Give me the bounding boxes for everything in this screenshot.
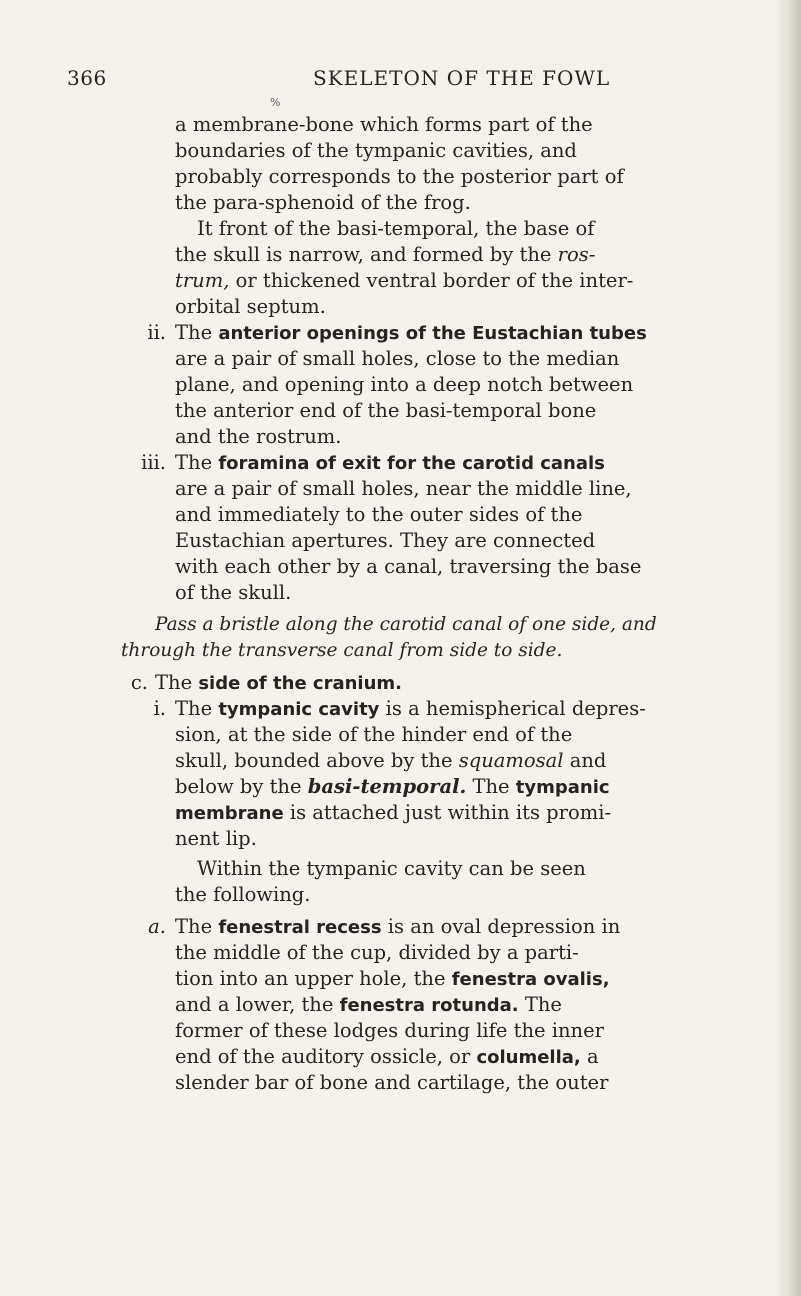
text-line: are a pair of small holes, close to the median: [175, 347, 620, 370]
italic-term: ros-: [557, 243, 596, 266]
text-line: and the rostrum.: [175, 425, 342, 448]
text-line: a membrane-bone which forms part of the: [175, 113, 593, 136]
text-line: skull, bounded above by the squamosal and: [175, 749, 607, 772]
text-line: membrane is attached just within its promi-: [175, 801, 612, 824]
italic-term: basi-temporal.: [307, 775, 467, 798]
text-line: the para-sphenoid of the frog.: [175, 191, 471, 214]
text-line: of the skull.: [175, 581, 292, 604]
instruction-line: through the transverse canal from side to side.: [121, 640, 563, 661]
text-line: plane, and opening into a deep notch between: [175, 373, 634, 396]
page-edge-shadow: [775, 0, 801, 1296]
text-line: The foramina of exit for the carotid canals: [175, 451, 605, 474]
list-number: i.: [153, 697, 166, 720]
page-number: 366: [67, 66, 107, 90]
text-line: The tympanic cavity is a hemispherical depres-: [175, 697, 646, 720]
text-line: The fenestral recess is an oval depression in: [175, 915, 621, 938]
text-line: tion into an upper hole, the fenestra ovalis,: [175, 967, 610, 990]
text-line: The anterior openings of the Eustachian tubes: [175, 321, 647, 344]
text-line: boundaries of the tympanic cavities, and: [175, 139, 577, 162]
bold-term: tympanic: [515, 777, 610, 798]
text-line: with each other by a canal, traversing the base: [175, 555, 642, 578]
text-line: the middle of the cup, divided by a parti-: [175, 941, 579, 964]
text-line: sion, at the side of the hinder end of the: [175, 723, 573, 746]
text-line: former of these lodges during life the inner: [175, 1019, 604, 1042]
text-line: and a lower, the fenestra rotunda. The: [175, 993, 562, 1016]
text-line: below by the basi-temporal. The tympanic: [175, 775, 610, 798]
bold-term: membrane: [175, 803, 284, 824]
italic-term: squamosal: [458, 749, 564, 772]
text-line: probably corresponds to the posterior part of: [175, 165, 624, 188]
bold-term: fenestra rotunda.: [339, 995, 519, 1016]
bold-term: foramina of exit for the carotid canals: [218, 453, 605, 474]
list-number: ii.: [147, 321, 166, 344]
bold-term: tympanic cavity: [218, 699, 380, 720]
text-line: end of the auditory ossicle, or columella, a: [175, 1045, 599, 1068]
text-line: Eustachian apertures. They are connected: [175, 529, 596, 552]
page-header: [67, 66, 737, 96]
print-mark: %: [270, 96, 281, 109]
bold-term: fenestral recess: [218, 917, 382, 938]
text-line: are a pair of small holes, near the middle line,: [175, 477, 632, 500]
list-letter: a.: [148, 915, 166, 938]
text-line: nent lip.: [175, 827, 257, 850]
bold-term: columella,: [476, 1047, 581, 1068]
text-line: the following.: [175, 883, 311, 906]
bold-term: side of the cranium.: [198, 673, 402, 694]
text-line: and immediately to the outer sides of the: [175, 503, 583, 526]
text-line: It front of the basi-temporal, the base of: [197, 217, 595, 240]
italic-term: trum,: [175, 269, 230, 292]
text-line: Within the tympanic cavity can be seen: [197, 857, 586, 880]
section-heading: The side of the cranium.: [155, 671, 402, 694]
text-line: slender bar of bone and cartilage, the outer: [175, 1071, 609, 1094]
text-line: trum, or thickened ventral border of the inter-: [175, 269, 634, 292]
text-line: orbital septum.: [175, 295, 326, 318]
text-line: the skull is narrow, and formed by the ros-: [175, 243, 596, 266]
instruction-line: Pass a bristle along the carotid canal of one side, and: [155, 614, 657, 635]
text-line: the anterior end of the basi-temporal bone: [175, 399, 597, 422]
running-title: SKELETON OF THE FOWL: [313, 66, 611, 90]
list-number: iii.: [141, 451, 166, 474]
section-letter: c.: [130, 671, 148, 694]
bold-term: anterior openings of the Eustachian tubes: [218, 323, 647, 344]
bold-term: fenestra ovalis,: [451, 969, 610, 990]
